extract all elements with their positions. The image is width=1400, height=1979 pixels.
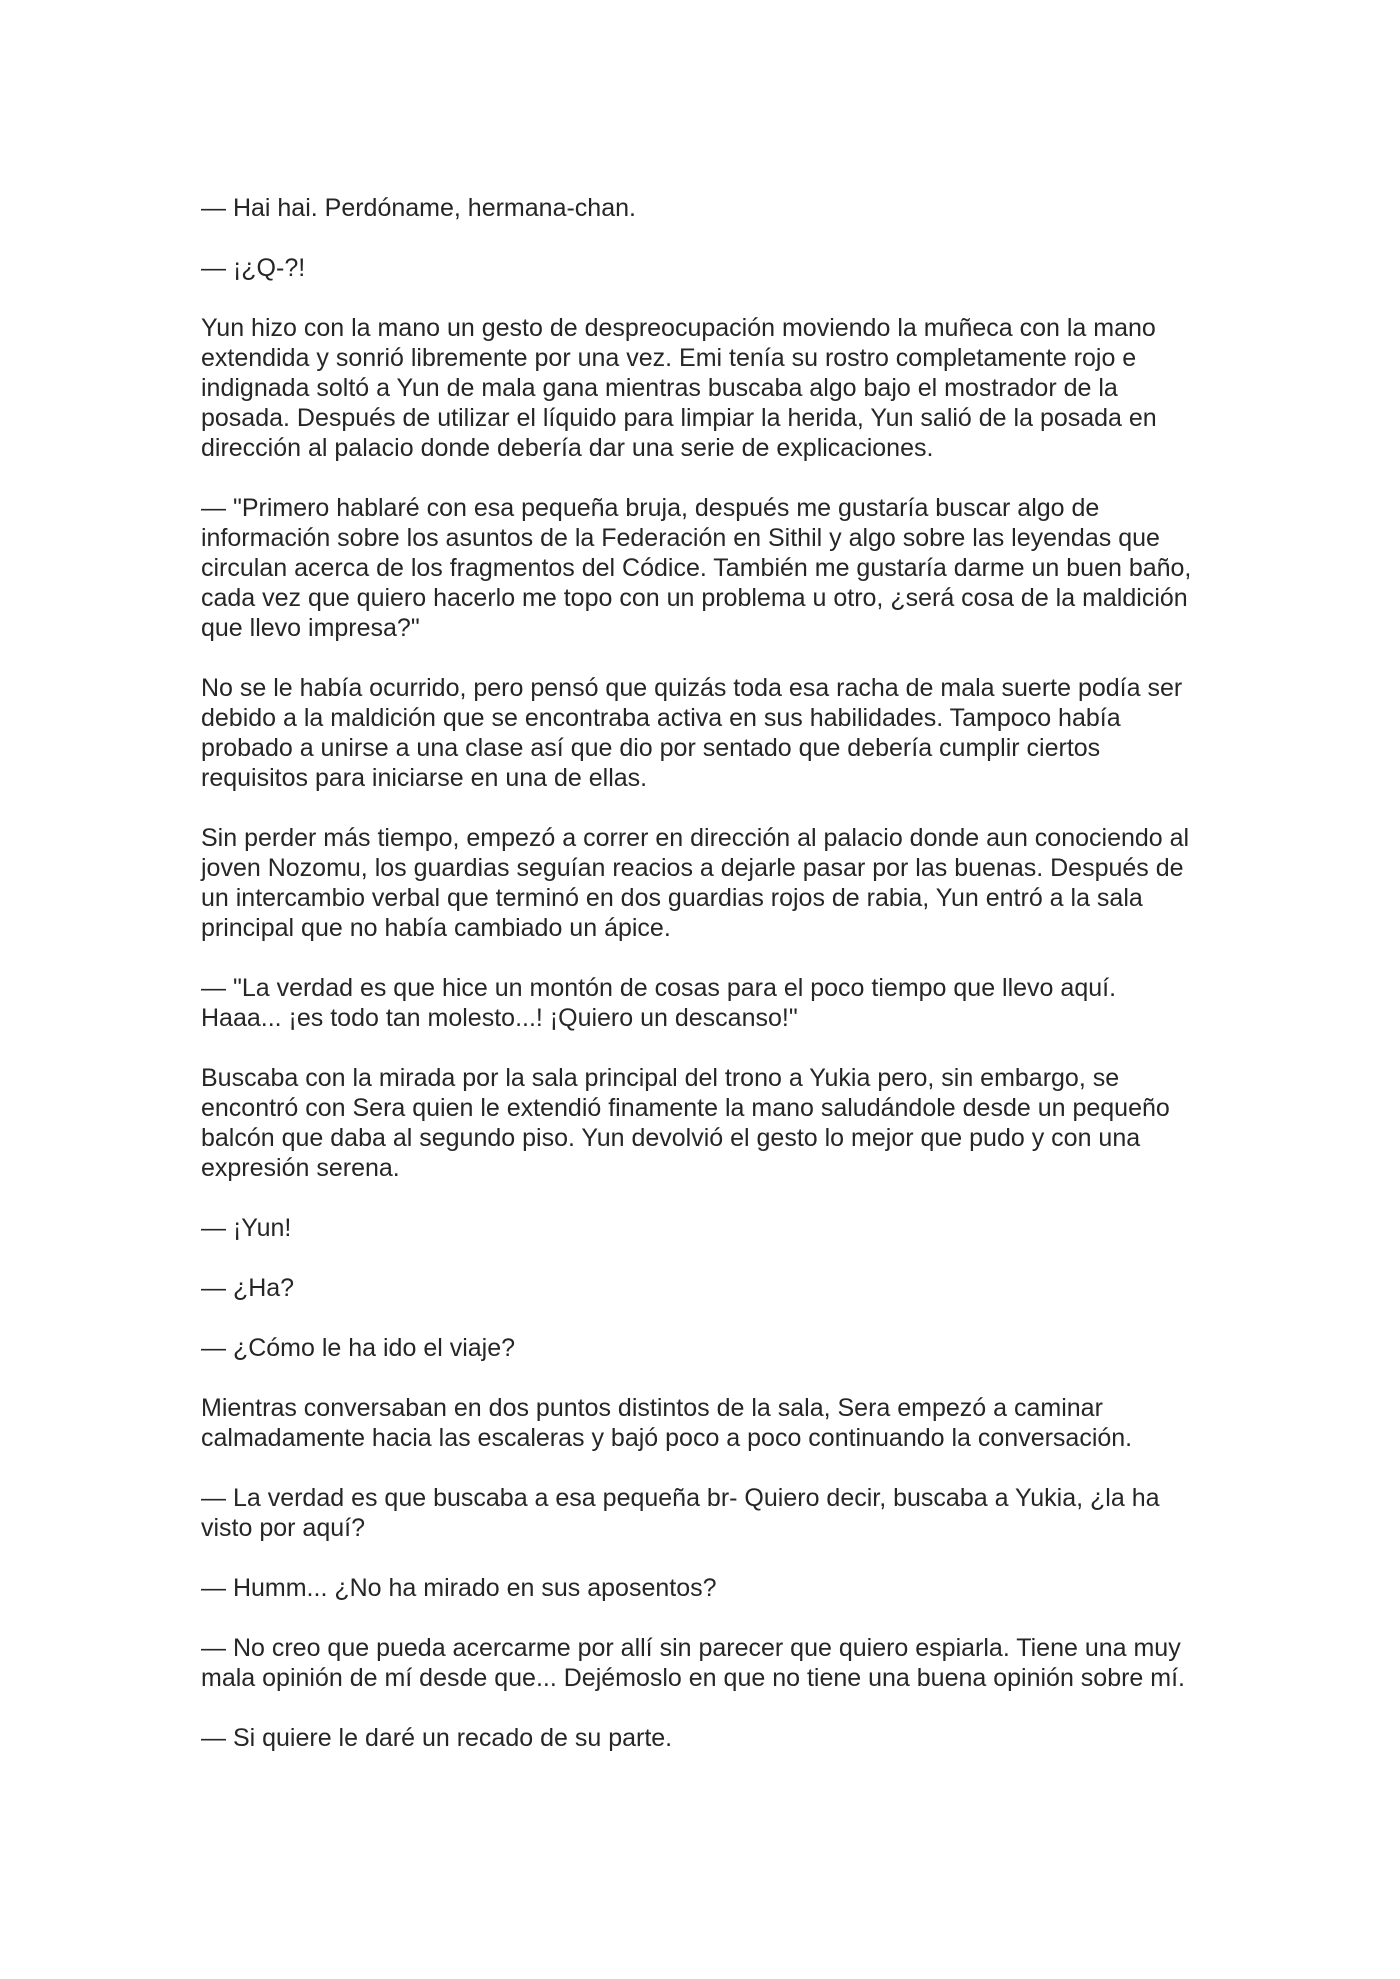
paragraph: — ¡¿Q-?!	[201, 254, 306, 282]
paragraph: — ¿Cómo le ha ido el viaje?	[201, 1334, 516, 1362]
paragraph: — No creo que pueda acercarme por allí sin parecer que quiero espiarla. Tiene una muy mala opinión de mí desde que... Dejémoslo en que no tiene una buena opinión sobre mí.	[201, 1634, 1185, 1692]
paragraph: — Hai hai. Perdóname, hermana-chan.	[201, 194, 636, 222]
paragraph: — Si quiere le daré un recado de su parte.	[201, 1724, 673, 1752]
paragraph: — ¡Yun!	[201, 1214, 292, 1242]
paragraph: No se le había ocurrido, pero pensó que quizás toda esa racha de mala suerte podía ser debido a la maldición que se encontraba activa en sus habilidades. Tampoco había probado a unirse a una clase así que dio por sentado que debería cumplir ciertos requisitos para iniciarse en una de ellas.	[201, 674, 1183, 792]
paragraph: — ¿Ha?	[201, 1274, 295, 1302]
paragraph: Mientras conversaban en dos puntos distintos de la sala, Sera empezó a caminar calmadamente hacia las escaleras y bajó poco a poco continuando la conversación.	[201, 1394, 1133, 1452]
paragraph: Yun hizo con la mano un gesto de despreocupación moviendo la muñeca con la mano extendida y sonrió libremente por una vez. Emi tenía su rostro completamente rojo e indignada soltó a Yun de mala gana mientras buscaba algo bajo el mostrador de la posada. Después de utilizar el líquido para limpiar la herida, Yun salió de la posada en dirección al palacio donde debería dar una serie de explicaciones.	[201, 314, 1157, 462]
paragraph: — "Primero hablaré con esa pequeña bruja, después me gustaría buscar algo de información sobre los asuntos de la Federación en Sithil y algo sobre las leyendas que circulan acerca de los fragmentos del Códice. También me gustaría darme un buen baño, cada vez que quiero hacerlo me topo con un problema u otro, ¿será cosa de la maldición que llevo impresa?"	[201, 494, 1192, 642]
paragraph: — La verdad es que buscaba a esa pequeña br- Quiero decir, buscaba a Yukia, ¿la ha visto por aquí?	[201, 1484, 1160, 1542]
document-body	[201, 193, 1201, 1783]
paragraph: — Humm... ¿No ha mirado en sus aposentos?	[201, 1574, 717, 1602]
paragraph: — "La verdad es que hice un montón de cosas para el poco tiempo que llevo aquí. Haaa... ¡es todo tan molesto...! ¡Quiero un descanso!"	[201, 974, 1117, 1032]
paragraph: Sin perder más tiempo, empezó a correr en dirección al palacio donde aun conociendo al joven Nozomu, los guardias seguían reacios a dejarle pasar por las buenas. Después de un intercambio verbal que terminó en dos guardias rojos de rabia, Yun entró a la sala principal que no había cambiado un ápice.	[201, 824, 1190, 942]
paragraph: Buscaba con la mirada por la sala principal del trono a Yukia pero, sin embargo, se encontró con Sera quien le extendió finamente la mano saludándole desde un pequeño balcón que daba al segundo piso. Yun devolvió el gesto lo mejor que pudo y con una expresión serena.	[201, 1064, 1170, 1182]
